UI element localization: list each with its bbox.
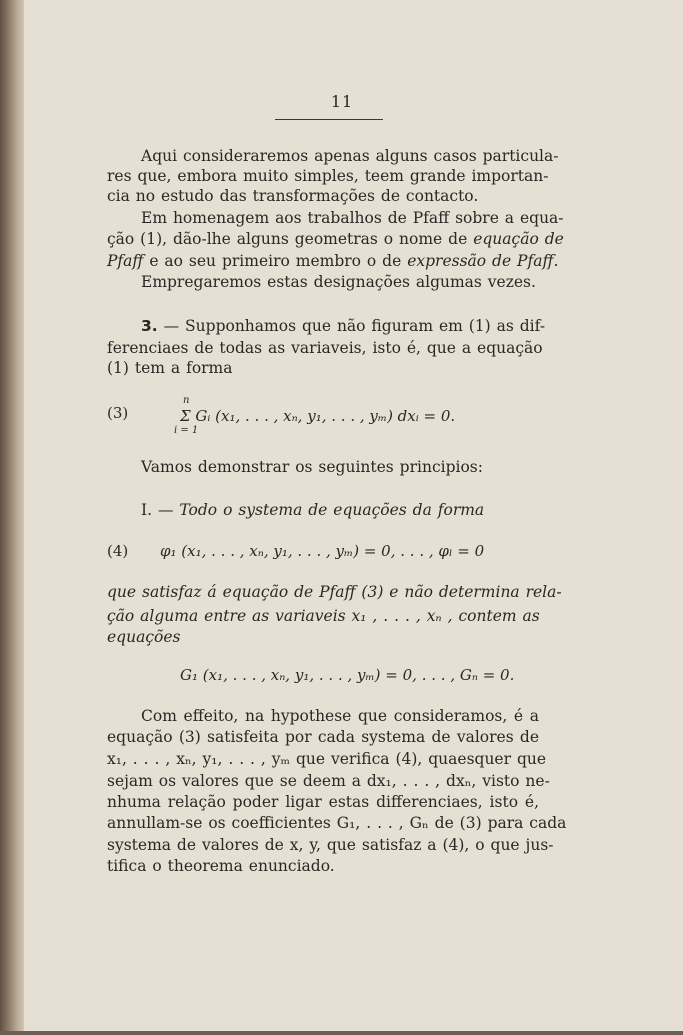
text-fragment: ção (1), dão-lhe alguns geometras o nome de (107, 230, 468, 248)
section-number: 3. (141, 317, 158, 335)
text-line: Com effeito, na hypothese que consideramos, é a (141, 707, 539, 725)
text-line: (1) tem a forma (107, 359, 233, 377)
text-line: annullam-se os coefficientes G₁, . . . , Gₙ de (3) para cada (107, 814, 567, 832)
text-line: Em homenagem aos trabalhos de Pfaff sobre a equa- (141, 209, 564, 227)
page-number: 11 (330, 92, 354, 111)
theorem-line (107, 606, 539, 626)
text-line: Aqui consideraremos apenas alguns casos particula- (141, 147, 559, 165)
text-line: Empregaremos estas designações algumas vezes. (141, 273, 536, 291)
italic-term: equação de (473, 230, 564, 248)
text-line: equação (3) satisfeita por cada systema de valores de (107, 728, 539, 746)
theorem-text: que satisfaz á equação de Pfaff (3) e não determina rela- (107, 583, 562, 601)
text-line: res que, embora muito simples, teem grande importan- (107, 167, 549, 185)
text-line: cia no estudo das transformações de contacto. (107, 187, 479, 205)
equation-g: G₁ (x₁, . . . , xₙ, y₁, . . . , yₘ) = 0, . . . , Gₙ = 0. (180, 666, 515, 684)
text-line (141, 316, 546, 336)
equation-label: (4) (107, 542, 129, 560)
sum-upper-limit: n (183, 395, 190, 406)
text-line (107, 251, 559, 271)
text-line: nhuma relação poder ligar estas differenciaes, isto é, (107, 793, 539, 811)
text-line: x₁, . . . , xₙ, y₁, . . . , yₘ que verifica (4), quaesquer que (107, 750, 547, 768)
italic-term: expressão de Pfaff. (407, 252, 559, 270)
italic-term: Pfaff (107, 252, 144, 270)
text-line: sejam os valores que se deem a dx₁, . . . , dxₙ, visto ne- (107, 772, 550, 790)
text-fragment: e ao seu primeiro membro o de (149, 252, 402, 270)
equation-4: φ₁ (x₁, . . . , xₙ, y₁, . . . , yₘ) = 0, . . . , φₗ = 0 (160, 542, 485, 560)
theorem-line (107, 582, 562, 602)
equation-label: (3) (107, 404, 129, 422)
book-spine (0, 0, 24, 1035)
text-line: tifica o theorema enunciado. (107, 857, 335, 875)
equation-3: Σ Gᵢ (x₁, . . . , xₙ, y₁, . . . , yₘ) dxᵢ = 0. (180, 407, 456, 425)
text-line: systema de valores de x, y, que satisfaz a (4), o que jus- (107, 836, 554, 854)
header-rule (275, 119, 383, 120)
theorem-line (107, 627, 539, 647)
theorem-text: equações (107, 628, 181, 646)
text-line: ferenciaes de todas as variaveis, isto é, que a equação (107, 339, 543, 357)
text-line (107, 229, 564, 249)
page-edge-shadow (0, 1031, 683, 1035)
sum-lower-limit: i = 1 (174, 425, 199, 436)
theorem-text: Todo o systema de equações da forma (179, 501, 485, 519)
theorem-text: ção alguma entre as variaveis x₁ , . . . , xₙ , contem as (107, 607, 540, 625)
text-line: Vamos demonstrar os seguintes principios: (141, 458, 483, 476)
text-fragment: — Supponhamos que não figuram em (1) as dif- (163, 317, 546, 335)
theorem-line (141, 500, 539, 520)
theorem-label: I. — (141, 501, 174, 519)
